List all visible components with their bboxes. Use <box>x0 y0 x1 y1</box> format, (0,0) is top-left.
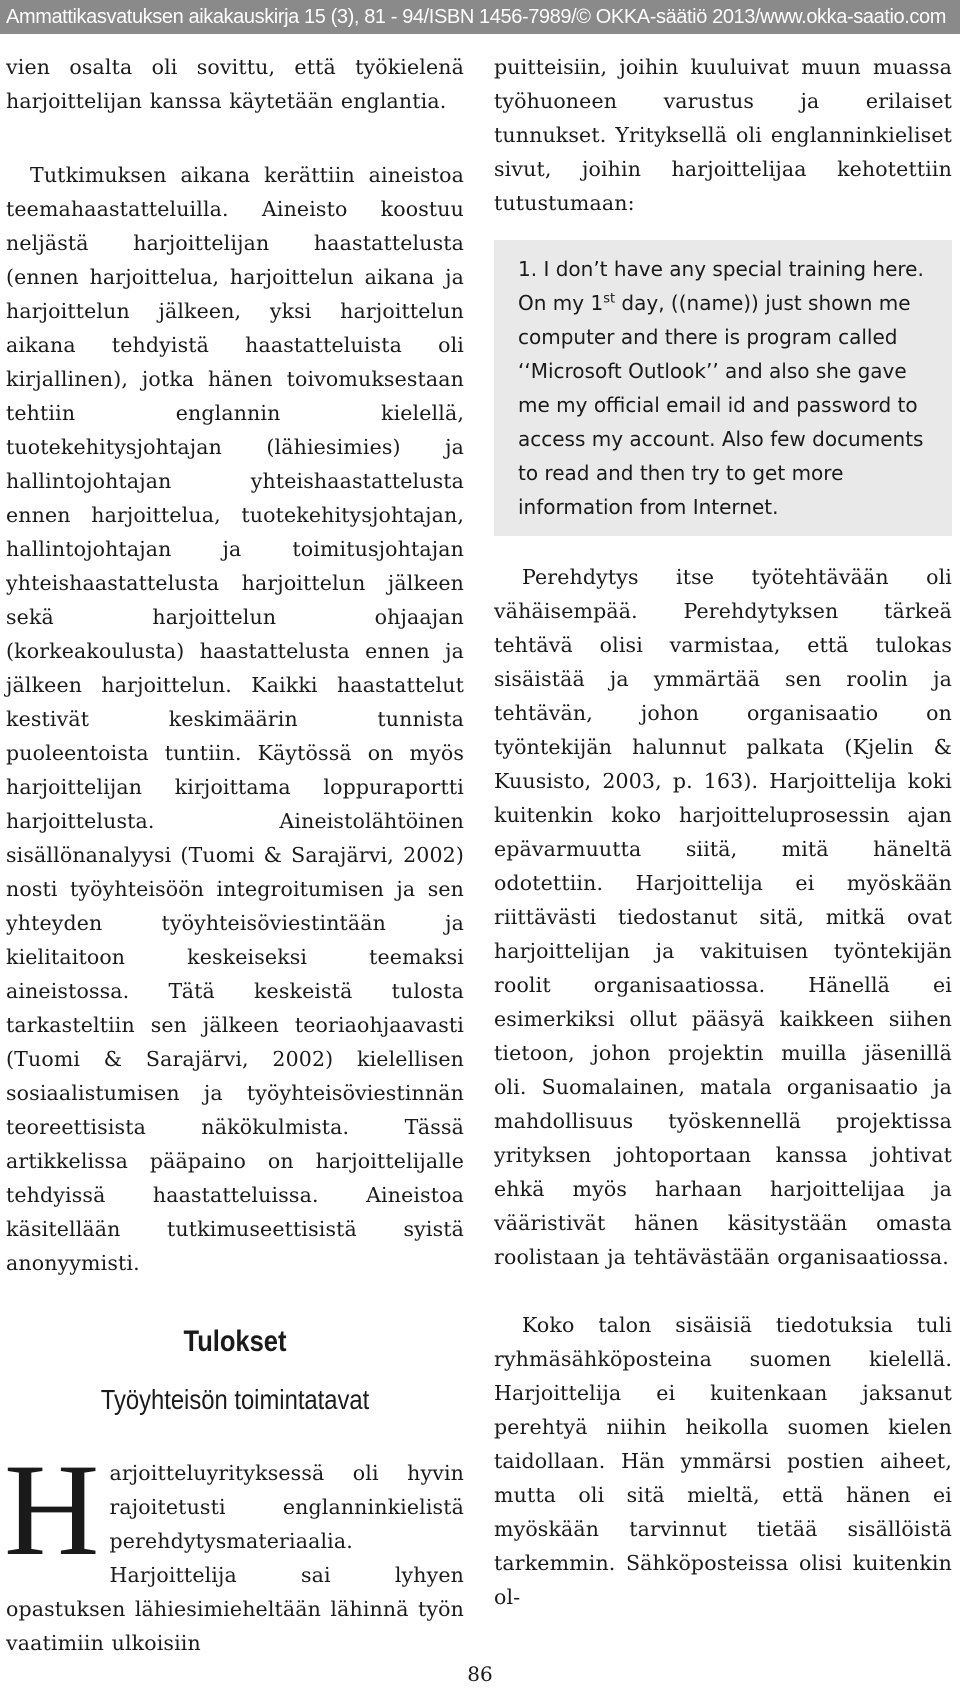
right-column <box>494 50 952 1614</box>
paragraph-with-dropcap <box>4 1436 464 1660</box>
left-column <box>6 50 464 1660</box>
page-number: 86 <box>467 1662 493 1686</box>
paragraph: Tutkimuksen aikana kerättiin aineistoa teemahaastatteluilla. Aineisto koostuu neljästä harjoittelijan haastattelusta (ennen harjoittelua, harjoittelun aikana ja harjoittelun jälkeen, yksi harjoittelun aikana tehdyistä haastatteluista oli kirjallinen), jotka hänen toivomuksestaan tehtiin englannin kielellä, tuotekehitysjohtajan (lähiesimies) ja hallintojohtajan yhteishaastattelusta ennen harjoittelua, tuotekehitysjohtajan, hallintojohtajan ja toimitusjohtajan yhteishaastattelusta harjoittelun jälkeen sekä harjoittelun ohjaajan (korkeakoulusta) haastattelusta ennen ja jälkeen harjoittelun. Kaikki haastattelut kestivät keskimäärin tunnista puoleentoista tuntiin. Käytössä on myös harjoittelijan kirjoittama loppuraportti harjoittelusta. Aineistolähtöinen sisällönanalyysi (Tuomi & Sarajärvi, 2002) nosti työyhteisöön integroitumisen ja sen yhteyden työyhteisöviestintään ja kielitaitoon keskeiseksi teemaksi aineistossa. Tätä keskeistä tulosta tarkasteltiin sen jälkeen teoriaohjaavasti (Tuomi & Sarajärvi, 2002) kielellisen sosiaalistumisen ja työyhteisöviestinnän teoreettisista näkökulmista. Tässä artikkelissa pääpaino on harjoittelijalle tehdyissä haastatteluissa. Aineistoa käsitellään tutkimuseettisistä syistä anonyymisti. <box>6 163 464 1275</box>
journal-header: Ammattikasvatuksen aikakauskirja 15 (3), 81 - 94/ISBN 1456-7989/© OKKA-säätiö 2013/www.okka-saatio.com <box>0 0 960 34</box>
paragraph-text: arjoitteluyrityksessä oli hyvin rajoitetusti englanninkielistä perehdytysmateriaalia. Harjoittelija sai lyhyen opastuksen lähiesimieheltään lähinnä työn vaatimiin ulkoisiin <box>6 1461 464 1655</box>
interview-quote <box>494 240 952 536</box>
quote-text: day, ((name)) just shown me computer and there is program called ‘‘Microsoft Outlook’’ and also she gave me my official email id and password to access my account. Also few documents to read and then try to get more information from Internet. <box>518 291 924 519</box>
paragraph: Perehdytys itse työtehtävään oli vähäisempää. Perehdytyksen tärkeä tehtävä olisi varmistaa, että tulokas sisäistää ja ymmärtää sen roolin ja tehtävän, johon organisaatio on työntekijän halunnut palkata (Kjelin & Kuusisto, 2003, p. 163). Harjoittelija koki kuitenkin koko harjoitteluprosessin ajan epävarmuutta siitä, mitä häneltä odotettiin. Harjoittelija ei myöskään riittävästi tiedostanut sitä, mitkä ovat harjoittelijan ja vakituisen työntekijän roolit organisaatiossa. Hänellä ei esimerkiksi ollut pääsyä kaikkeen siihen tietoon, johon projektin muilla jäsenillä oli. Suomalainen, matala organisaatio ja mahdollisuus työskennellä projektissa yrityksen johtoportaan kanssa johtivat ehkä myös harhaan harjoittelijaa ja vääristivät hänen käsitystään omasta roolistaan ja tehtävästään organisaatiossa. <box>494 565 952 1269</box>
section-heading: Tulokset <box>183 1325 287 1358</box>
paragraph: Koko talon sisäisiä tiedotuksia tuli ryhmäsähköposteina suomen kielellä. Harjoittelija ei kuitenkaan jaksanut perehtyä niihin heikolla suomen kielen taidollaan. Hän ymmärsi postien aiheet, mutta oli sitä mieltä, että hänen ei myöskään tarvinnut tietää sisällöistä tarkemmin. Sähköposteissa olisi kuitenkin ol- <box>494 1313 952 1609</box>
quote-text: I don’t have any special training here. On my 1 <box>518 257 924 315</box>
paragraph: vien osalta oli sovittu, että työkielenä harjoittelijan kanssa käytetään englantia. <box>6 55 464 113</box>
paragraph: puitteisiin, joihin kuuluivat muun muassa työhuoneen varustus ja erilaiset tunnukset. Yrityksellä oli englanninkieliset sivut, joihin harjoittelijaa kehotettiin tutustumaan: <box>494 55 952 215</box>
quote-number: 1. <box>518 257 538 281</box>
drop-cap: H <box>4 1436 100 1583</box>
subsection-heading: Työyhteisön toimintatavat <box>100 1384 370 1415</box>
quote-superscript: st <box>603 291 616 307</box>
